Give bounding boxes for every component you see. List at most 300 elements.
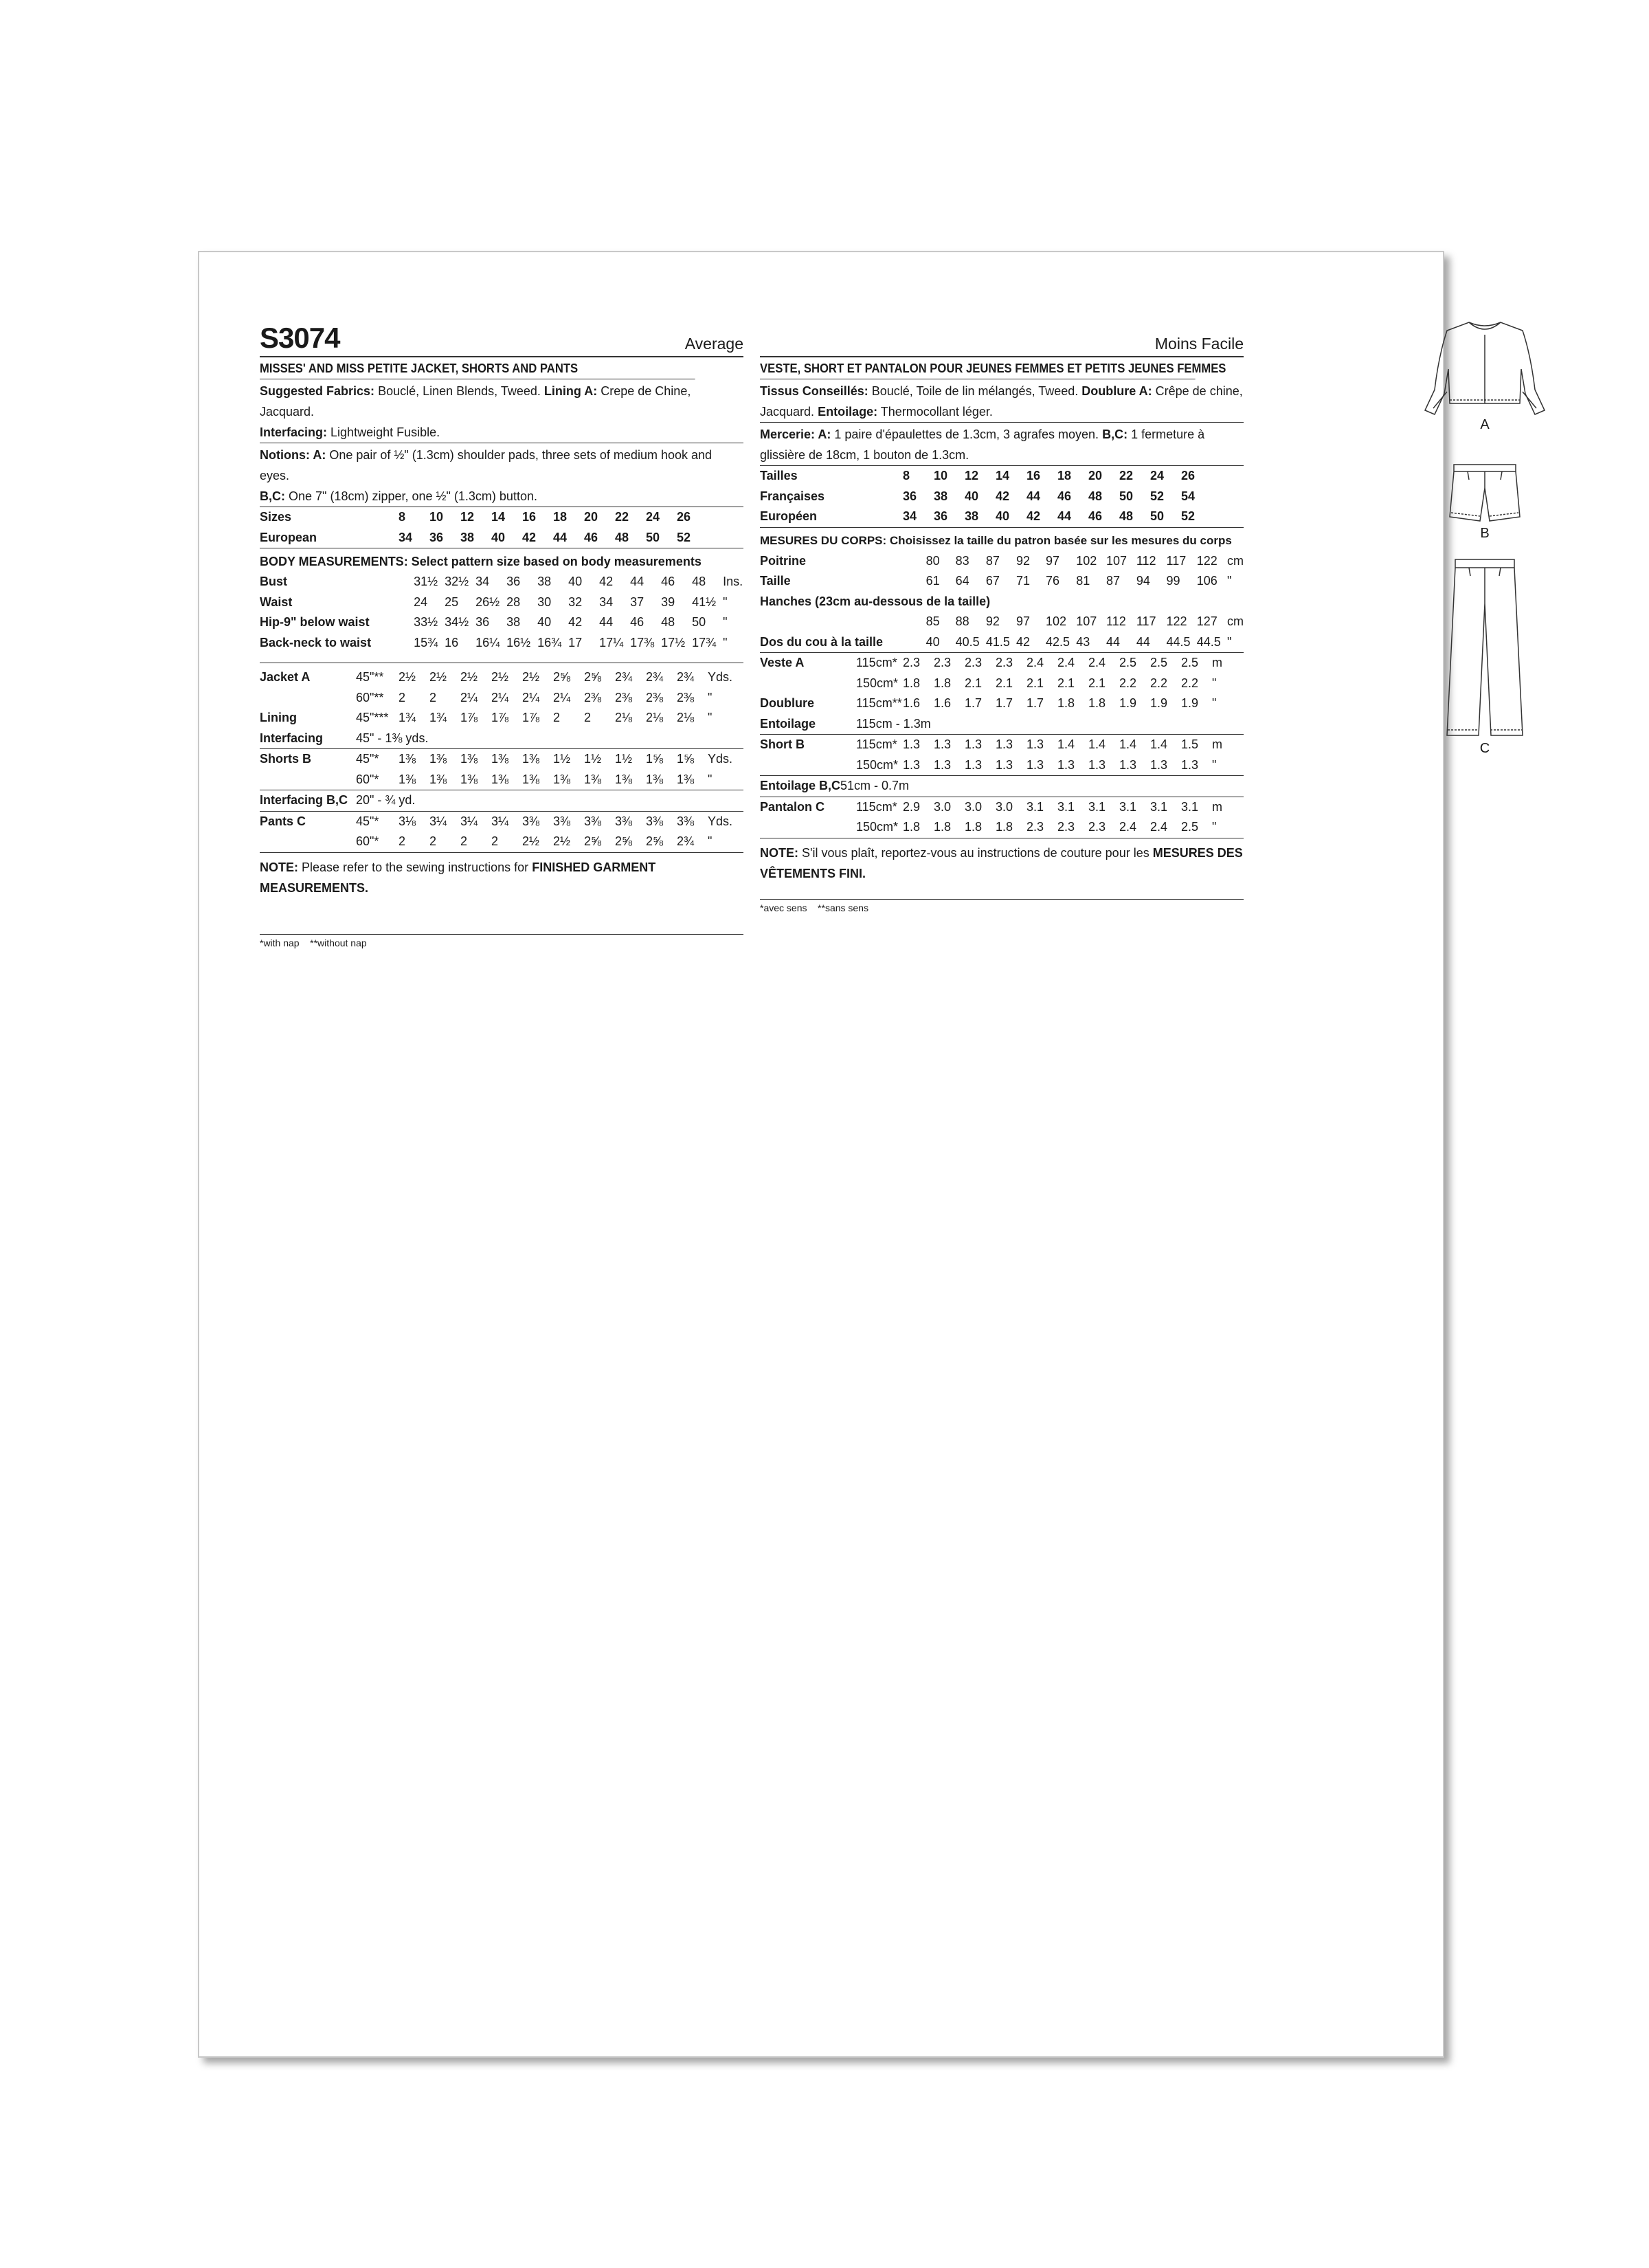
table-cell: 2 <box>399 834 406 848</box>
table-cell: 1⅞ <box>491 711 509 724</box>
table-cell: 2 <box>399 690 406 704</box>
table-cell: 18 <box>1057 469 1072 482</box>
table-cell: 1.4 <box>1119 737 1137 751</box>
table-cell: 44 <box>599 615 614 629</box>
table-cell: 3¼ <box>460 814 478 828</box>
pattern-sheet <box>198 251 1490 2058</box>
row-label: Doublure <box>760 696 814 710</box>
unit-cell: " <box>708 772 713 786</box>
table-cell: 1⅞ <box>460 711 478 724</box>
table-cell: 2.5 <box>1150 656 1168 669</box>
row-label <box>760 674 856 694</box>
table-cell: 3⅜ <box>553 814 571 828</box>
table-cell: 1.3 <box>1181 757 1199 772</box>
short-yardage-block <box>760 735 1244 776</box>
fabric-width <box>883 632 926 653</box>
table-cell: 2¾ <box>677 670 695 684</box>
table-row <box>260 832 743 852</box>
row-label: Pants C <box>260 814 306 828</box>
table-cell: 48 <box>1119 509 1134 523</box>
table-cell: 42.5 <box>1046 634 1070 649</box>
unit-cell: " <box>723 615 728 629</box>
table-row <box>760 571 1244 592</box>
table-cell: 2¼ <box>553 690 571 704</box>
lining-label-fr: Doublure A: <box>1081 384 1152 398</box>
table-cell: 17½ <box>661 635 686 649</box>
row-label: Short B <box>760 737 805 751</box>
table-cell: 50 <box>1119 489 1134 503</box>
table-cell: 33½ <box>414 615 438 629</box>
table-cell: 2.5 <box>1119 656 1137 669</box>
table-cell: 48 <box>615 530 629 544</box>
table-cell: 40 <box>568 575 583 588</box>
row-label: Taille <box>760 574 791 588</box>
table-cell: 2.1 <box>1088 676 1106 690</box>
table-cell: 117 <box>1136 614 1156 628</box>
table-cell: 112 <box>1136 553 1156 568</box>
table-cell: 1⅞ <box>522 711 540 724</box>
fabric-width <box>371 633 414 654</box>
table-cell: 40 <box>537 615 552 629</box>
table-cell: 1.3 <box>903 757 921 772</box>
jacket-illustration <box>1420 314 1550 417</box>
table-cell: 2⅛ <box>646 711 664 724</box>
table-cell: 1.9 <box>1119 696 1137 710</box>
table-cell: 16¼ <box>475 635 500 649</box>
table-cell: 42 <box>522 530 537 544</box>
fabric-width <box>883 571 926 592</box>
table-cell: 1.8 <box>934 676 952 690</box>
interfacing-label: Interfacing: <box>260 425 328 439</box>
table-cell: 2⅜ <box>615 690 633 704</box>
row-text: 115cm - 1.3m <box>856 716 931 731</box>
table-cell: 2½ <box>522 670 540 684</box>
table-cell: 10 <box>934 469 948 482</box>
table-cell: 46 <box>584 530 598 544</box>
table-cell: 67 <box>985 574 1000 588</box>
table-cell: 1.3 <box>934 757 952 772</box>
table-row <box>760 632 1244 653</box>
table-cell: 26½ <box>475 594 500 609</box>
table-cell: 1¾ <box>399 711 416 724</box>
table-cell: 1.5 <box>1181 737 1199 751</box>
table-cell: 2.1 <box>996 676 1013 690</box>
body-measurements-block <box>260 548 743 663</box>
table-cell: 34½ <box>445 615 469 629</box>
table-row <box>760 714 1244 735</box>
table-row <box>260 729 743 749</box>
garment-illustrations <box>1420 314 1550 757</box>
table-cell: 1.8 <box>903 820 921 834</box>
table-cell: 40 <box>491 530 506 544</box>
table-cell: 1⅜ <box>429 752 447 766</box>
table-cell: 1.8 <box>934 820 952 834</box>
sizes-table <box>260 507 743 548</box>
veste-yardage-block <box>760 653 1244 735</box>
table-cell: 50 <box>646 530 660 544</box>
table-cell: 1⅜ <box>553 772 571 786</box>
table-cell: 1⅜ <box>522 772 540 786</box>
table-row <box>760 653 1244 674</box>
table-cell: 1.3 <box>996 757 1013 772</box>
row-label: Back-neck to waist <box>260 635 372 649</box>
table-cell: 2½ <box>399 670 416 684</box>
entoilage-bc-block <box>760 776 1244 797</box>
pantalon-yardage-table <box>760 797 1244 838</box>
table-cell: 10 <box>429 510 444 524</box>
table-row <box>760 674 1244 694</box>
shorts-illustration <box>1420 460 1550 526</box>
table-cell: 92 <box>985 614 1000 628</box>
fabric-width <box>883 612 926 632</box>
table-cell: 1⅜ <box>615 772 633 786</box>
table-cell: 24 <box>646 510 660 524</box>
table-row <box>760 735 1244 755</box>
lining-label: Lining A: <box>543 384 598 398</box>
table-cell: 1½ <box>553 752 571 766</box>
fabric-width <box>856 487 903 507</box>
fabric-width <box>356 528 399 548</box>
body-measurements-heading: BODY MEASUREMENTS: Select pattern size based on body measurements <box>260 555 702 568</box>
row-label: Shorts B <box>260 752 312 766</box>
unit-cell: " <box>1227 634 1232 649</box>
fabric-width: 45"** <box>356 670 384 684</box>
unit-cell: " <box>723 594 728 609</box>
table-cell: 20 <box>1088 469 1103 482</box>
fabric-width <box>356 507 399 528</box>
table-cell: 2¾ <box>677 834 695 848</box>
table-cell: 80 <box>926 553 940 568</box>
table-cell: 3.0 <box>996 799 1013 814</box>
table-cell: 1.4 <box>1057 737 1075 751</box>
unit-cell: " <box>1227 574 1232 588</box>
table-row <box>760 776 1244 797</box>
table-cell: 16½ <box>506 635 531 649</box>
row-label: Entoilage B,C <box>760 779 841 792</box>
row-label <box>760 817 856 838</box>
fabric-width: 45"* <box>356 752 379 766</box>
table-cell: 2⅜ <box>677 690 695 704</box>
table-cell: 3.1 <box>1088 799 1106 814</box>
unit-cell <box>1212 507 1244 527</box>
table-row <box>260 633 743 654</box>
table-cell: 1½ <box>615 752 633 766</box>
interfacing-bc-table <box>260 790 743 811</box>
note-text-fr: S'il vous plaît, reportez-vous au instructions de couture pour les <box>802 845 1149 860</box>
fabric-width <box>856 466 903 487</box>
row-label: Interfacing <box>260 731 324 745</box>
table-cell: 18 <box>553 510 568 524</box>
unit-cell: " <box>723 635 728 649</box>
table-cell: 22 <box>615 510 629 524</box>
table-row <box>260 770 743 790</box>
table-cell: 99 <box>1166 574 1180 588</box>
table-cell: 2.3 <box>903 656 921 669</box>
row-label: Entoilage <box>760 716 816 731</box>
table-cell: 2⅝ <box>584 834 602 848</box>
table-cell: 2.2 <box>1150 676 1168 690</box>
notions-bc-text-fr: 1 fermeture à glissière de 18cm, 1 bouton de 1.3cm. <box>760 427 1205 462</box>
table-cell: 3⅛ <box>399 814 416 828</box>
table-cell: 2.3 <box>965 656 983 669</box>
table-cell: 1.8 <box>1057 696 1075 710</box>
table-cell: 40 <box>996 509 1010 523</box>
fabric-width: 115cm* <box>856 799 897 814</box>
table-cell: 38 <box>934 489 948 503</box>
unit-cell: " <box>708 690 713 704</box>
table-cell: 1.6 <box>934 696 952 710</box>
table-cell: 16¾ <box>537 635 562 649</box>
unit-cell: cm <box>1227 614 1244 628</box>
table-cell: 1.7 <box>1027 696 1044 710</box>
row-text: 51cm - 0.7m <box>840 779 910 792</box>
table-cell: 8 <box>399 510 406 524</box>
table-cell: 54 <box>1181 489 1196 503</box>
veste-yardage-table <box>760 653 1244 734</box>
table-cell: 46 <box>630 615 644 629</box>
unit-cell: " <box>708 834 713 848</box>
table-cell: 1⅜ <box>677 772 695 786</box>
interfacing-text-fr: Thermocollant léger. <box>880 405 993 419</box>
note-text: Please refer to the sewing instructions for <box>302 860 529 874</box>
table-cell: 42 <box>1027 509 1041 523</box>
table-cell: 17¼ <box>599 635 624 649</box>
table-cell: 127 <box>1196 614 1218 628</box>
table-cell: 22 <box>1119 469 1134 482</box>
table-cell: 15¾ <box>414 635 438 649</box>
table-row <box>260 667 743 688</box>
table-cell: 38 <box>965 509 979 523</box>
footnote-fr: *avec sens **sans sens <box>760 902 868 913</box>
table-cell: 1.8 <box>903 676 921 690</box>
pants-yardage-block <box>260 812 743 853</box>
fabrics-label-fr: Tissus Conseillés: <box>760 384 868 398</box>
pants-yardage-table <box>260 812 743 852</box>
table-cell: 2.3 <box>1027 820 1044 834</box>
table-cell: 26 <box>677 510 691 524</box>
table-cell: 2¾ <box>615 670 633 684</box>
table-row <box>260 790 743 811</box>
table-cell: 61 <box>926 574 940 588</box>
table-cell: 2.5 <box>1181 820 1199 834</box>
table-cell: 24 <box>414 594 428 609</box>
row-label: Jacket A <box>260 670 311 684</box>
header-row-fr <box>760 318 1244 357</box>
table-cell: 2.3 <box>934 656 952 669</box>
table-cell: 16 <box>522 510 537 524</box>
fabric-width: 150cm* <box>856 757 899 772</box>
row-label: Veste A <box>760 656 805 669</box>
table-cell: 3⅜ <box>677 814 695 828</box>
row-label <box>260 688 356 709</box>
table-cell: 17¾ <box>692 635 717 649</box>
table-cell: 2 <box>429 690 437 704</box>
fabric-width <box>371 572 414 592</box>
fabric-width: 115cm** <box>856 696 902 710</box>
table-cell: 2⅝ <box>553 670 571 684</box>
fabric-width: 150cm* <box>856 820 899 834</box>
table-cell: 38 <box>506 615 521 629</box>
table-row <box>760 592 1244 612</box>
pattern-title-fr: VESTE, SHORT ET PANTALON POUR JEUNES FEMMES ET PETITS JEUNES FEMMES <box>760 357 1196 379</box>
table-cell: 44 <box>1106 634 1121 649</box>
table-cell: 36 <box>903 489 917 503</box>
table-cell: 3⅜ <box>522 814 540 828</box>
table-cell: 71 <box>1016 574 1031 588</box>
fabrics-section <box>260 379 743 443</box>
table-cell: 107 <box>1106 553 1128 568</box>
table-cell: 2⅝ <box>584 670 602 684</box>
table-row <box>260 812 743 832</box>
table-cell: 34 <box>903 509 917 523</box>
table-cell: 2.1 <box>965 676 983 690</box>
footnote: *with nap **without nap <box>260 937 367 948</box>
shorts-yardage-block <box>260 749 743 790</box>
row-label: Pantalon C <box>760 799 825 814</box>
notions-a-text: One pair of ½" (1.3cm) shoulder pads, three sets of medium hook and eyes. <box>260 448 713 482</box>
table-row <box>760 693 1244 714</box>
fabric-width: 150cm* <box>856 676 899 690</box>
unit-cell: m <box>1212 656 1222 669</box>
table-cell: 2⅝ <box>646 834 664 848</box>
fabrics-section-fr <box>760 379 1244 423</box>
fabric-width: 45"*** <box>356 711 389 724</box>
table-cell: 2.2 <box>1181 676 1199 690</box>
note-bold-text-fr: MESURES DES VÊTEMENTS FINI. <box>760 845 1243 880</box>
table-cell: 2.3 <box>1088 820 1106 834</box>
table-cell: 34 <box>399 530 413 544</box>
table-cell: 2 <box>460 834 468 848</box>
table-cell: 1⅜ <box>399 752 416 766</box>
table-cell: 117 <box>1166 553 1187 568</box>
table-cell: 20 <box>584 510 598 524</box>
row-label: Dos du cou à la taille <box>760 634 884 649</box>
table-cell: 1.7 <box>996 696 1013 710</box>
view-c-label: C <box>1479 741 1490 756</box>
lining-text: Crepe de Chine, Jacquard. <box>260 384 691 419</box>
sizes-table-fr <box>760 466 1244 527</box>
table-cell: 40 <box>926 634 940 649</box>
table-row <box>260 572 743 592</box>
difficulty-level: Average <box>684 335 743 353</box>
table-cell: 44.5 <box>1166 634 1191 649</box>
row-text: 45" - 1⅜ yds. <box>356 731 429 745</box>
table-cell: 50 <box>692 615 706 629</box>
table-cell: 3⅜ <box>615 814 633 828</box>
table-cell: 34 <box>475 575 490 588</box>
jacket-yardage-block <box>260 663 743 749</box>
table-cell: 46 <box>1057 489 1072 503</box>
table-cell: 1½ <box>584 752 602 766</box>
table-cell: 50 <box>1150 509 1165 523</box>
unit-cell: m <box>1212 799 1222 814</box>
table-cell: 2 <box>553 711 561 724</box>
table-row <box>760 817 1244 838</box>
row-label: Waist <box>260 594 293 609</box>
difficulty-level-fr: Moins Facile <box>1154 335 1244 353</box>
notions-a-text-fr: 1 paire d'épaulettes de 1.3cm, 3 agrafes moyen. <box>834 427 1099 441</box>
table-cell: 2½ <box>491 670 509 684</box>
unit-cell: Yds. <box>708 814 733 828</box>
table-cell: 1.3 <box>965 757 983 772</box>
table-cell: 44 <box>630 575 644 588</box>
row-label: Françaises <box>760 489 825 503</box>
pants-illustration <box>1420 555 1550 741</box>
table-cell: 1⅜ <box>646 772 664 786</box>
table-cell: 64 <box>955 574 969 588</box>
short-yardage-table <box>760 735 1244 775</box>
table-cell: 1.3 <box>934 737 952 751</box>
table-row <box>760 755 1244 776</box>
table-cell: 1⅜ <box>399 772 416 786</box>
table-cell: 2.4 <box>1057 656 1075 669</box>
table-cell: 8 <box>903 469 910 482</box>
table-cell: 17 <box>568 635 583 649</box>
table-cell: 1.8 <box>1088 696 1106 710</box>
table-cell: 2.9 <box>903 799 921 814</box>
table-cell: 39 <box>661 594 675 609</box>
table-cell: 1.4 <box>1088 737 1106 751</box>
unit-cell <box>708 528 743 548</box>
unit-cell: Ins. <box>723 575 743 588</box>
note-fr <box>760 838 1244 900</box>
table-cell: 46 <box>661 575 675 588</box>
table-cell: 1⅜ <box>429 772 447 786</box>
lining-text-fr: Crêpe de chine, Jacquard. <box>760 384 1243 419</box>
table-cell: 122 <box>1196 553 1218 568</box>
table-cell: 42 <box>996 489 1010 503</box>
table-cell: 32½ <box>445 575 469 588</box>
unit-cell: " <box>1212 676 1217 690</box>
table-cell: 2¼ <box>522 690 540 704</box>
table-cell: 34 <box>599 594 614 609</box>
table-cell: 30 <box>537 594 552 609</box>
fabric-width <box>883 551 926 572</box>
fabrics-text: Bouclé, Linen Blends, Tweed. <box>378 384 541 398</box>
pantalon-yardage-block <box>760 797 1244 838</box>
unit-cell: Yds. <box>708 670 733 684</box>
table-cell: 2½ <box>522 834 540 848</box>
table-cell: 2.1 <box>1057 676 1075 690</box>
table-cell: 2⅜ <box>584 690 602 704</box>
body-measurements-table <box>260 572 743 653</box>
entoilage-bc-table <box>760 776 1244 797</box>
row-label: Bust <box>260 575 287 588</box>
sizes-block-fr <box>760 466 1244 528</box>
fabric-width: 60"* <box>356 772 379 786</box>
unit-cell: " <box>1212 820 1217 834</box>
table-cell: 16 <box>1027 469 1041 482</box>
table-cell: 24 <box>1150 469 1165 482</box>
table-row <box>260 749 743 770</box>
table-cell: 1.9 <box>1181 696 1199 710</box>
table-cell: 102 <box>1076 553 1097 568</box>
table-cell: 40 <box>965 489 979 503</box>
table-cell: 14 <box>491 510 506 524</box>
fabric-width: 115cm* <box>856 656 897 669</box>
unit-cell <box>1212 487 1244 507</box>
table-row <box>760 466 1244 487</box>
table-cell: 2 <box>491 834 499 848</box>
unit-cell <box>1212 466 1244 487</box>
table-cell: 36 <box>429 530 444 544</box>
row-text: 20" - ¾ yd. <box>356 793 416 807</box>
table-cell: 106 <box>1196 574 1218 588</box>
table-cell: 2.5 <box>1181 656 1199 669</box>
table-cell: 81 <box>1076 574 1090 588</box>
table-cell: 2.4 <box>1119 820 1137 834</box>
row-label: Hip-9" below waist <box>260 615 370 629</box>
